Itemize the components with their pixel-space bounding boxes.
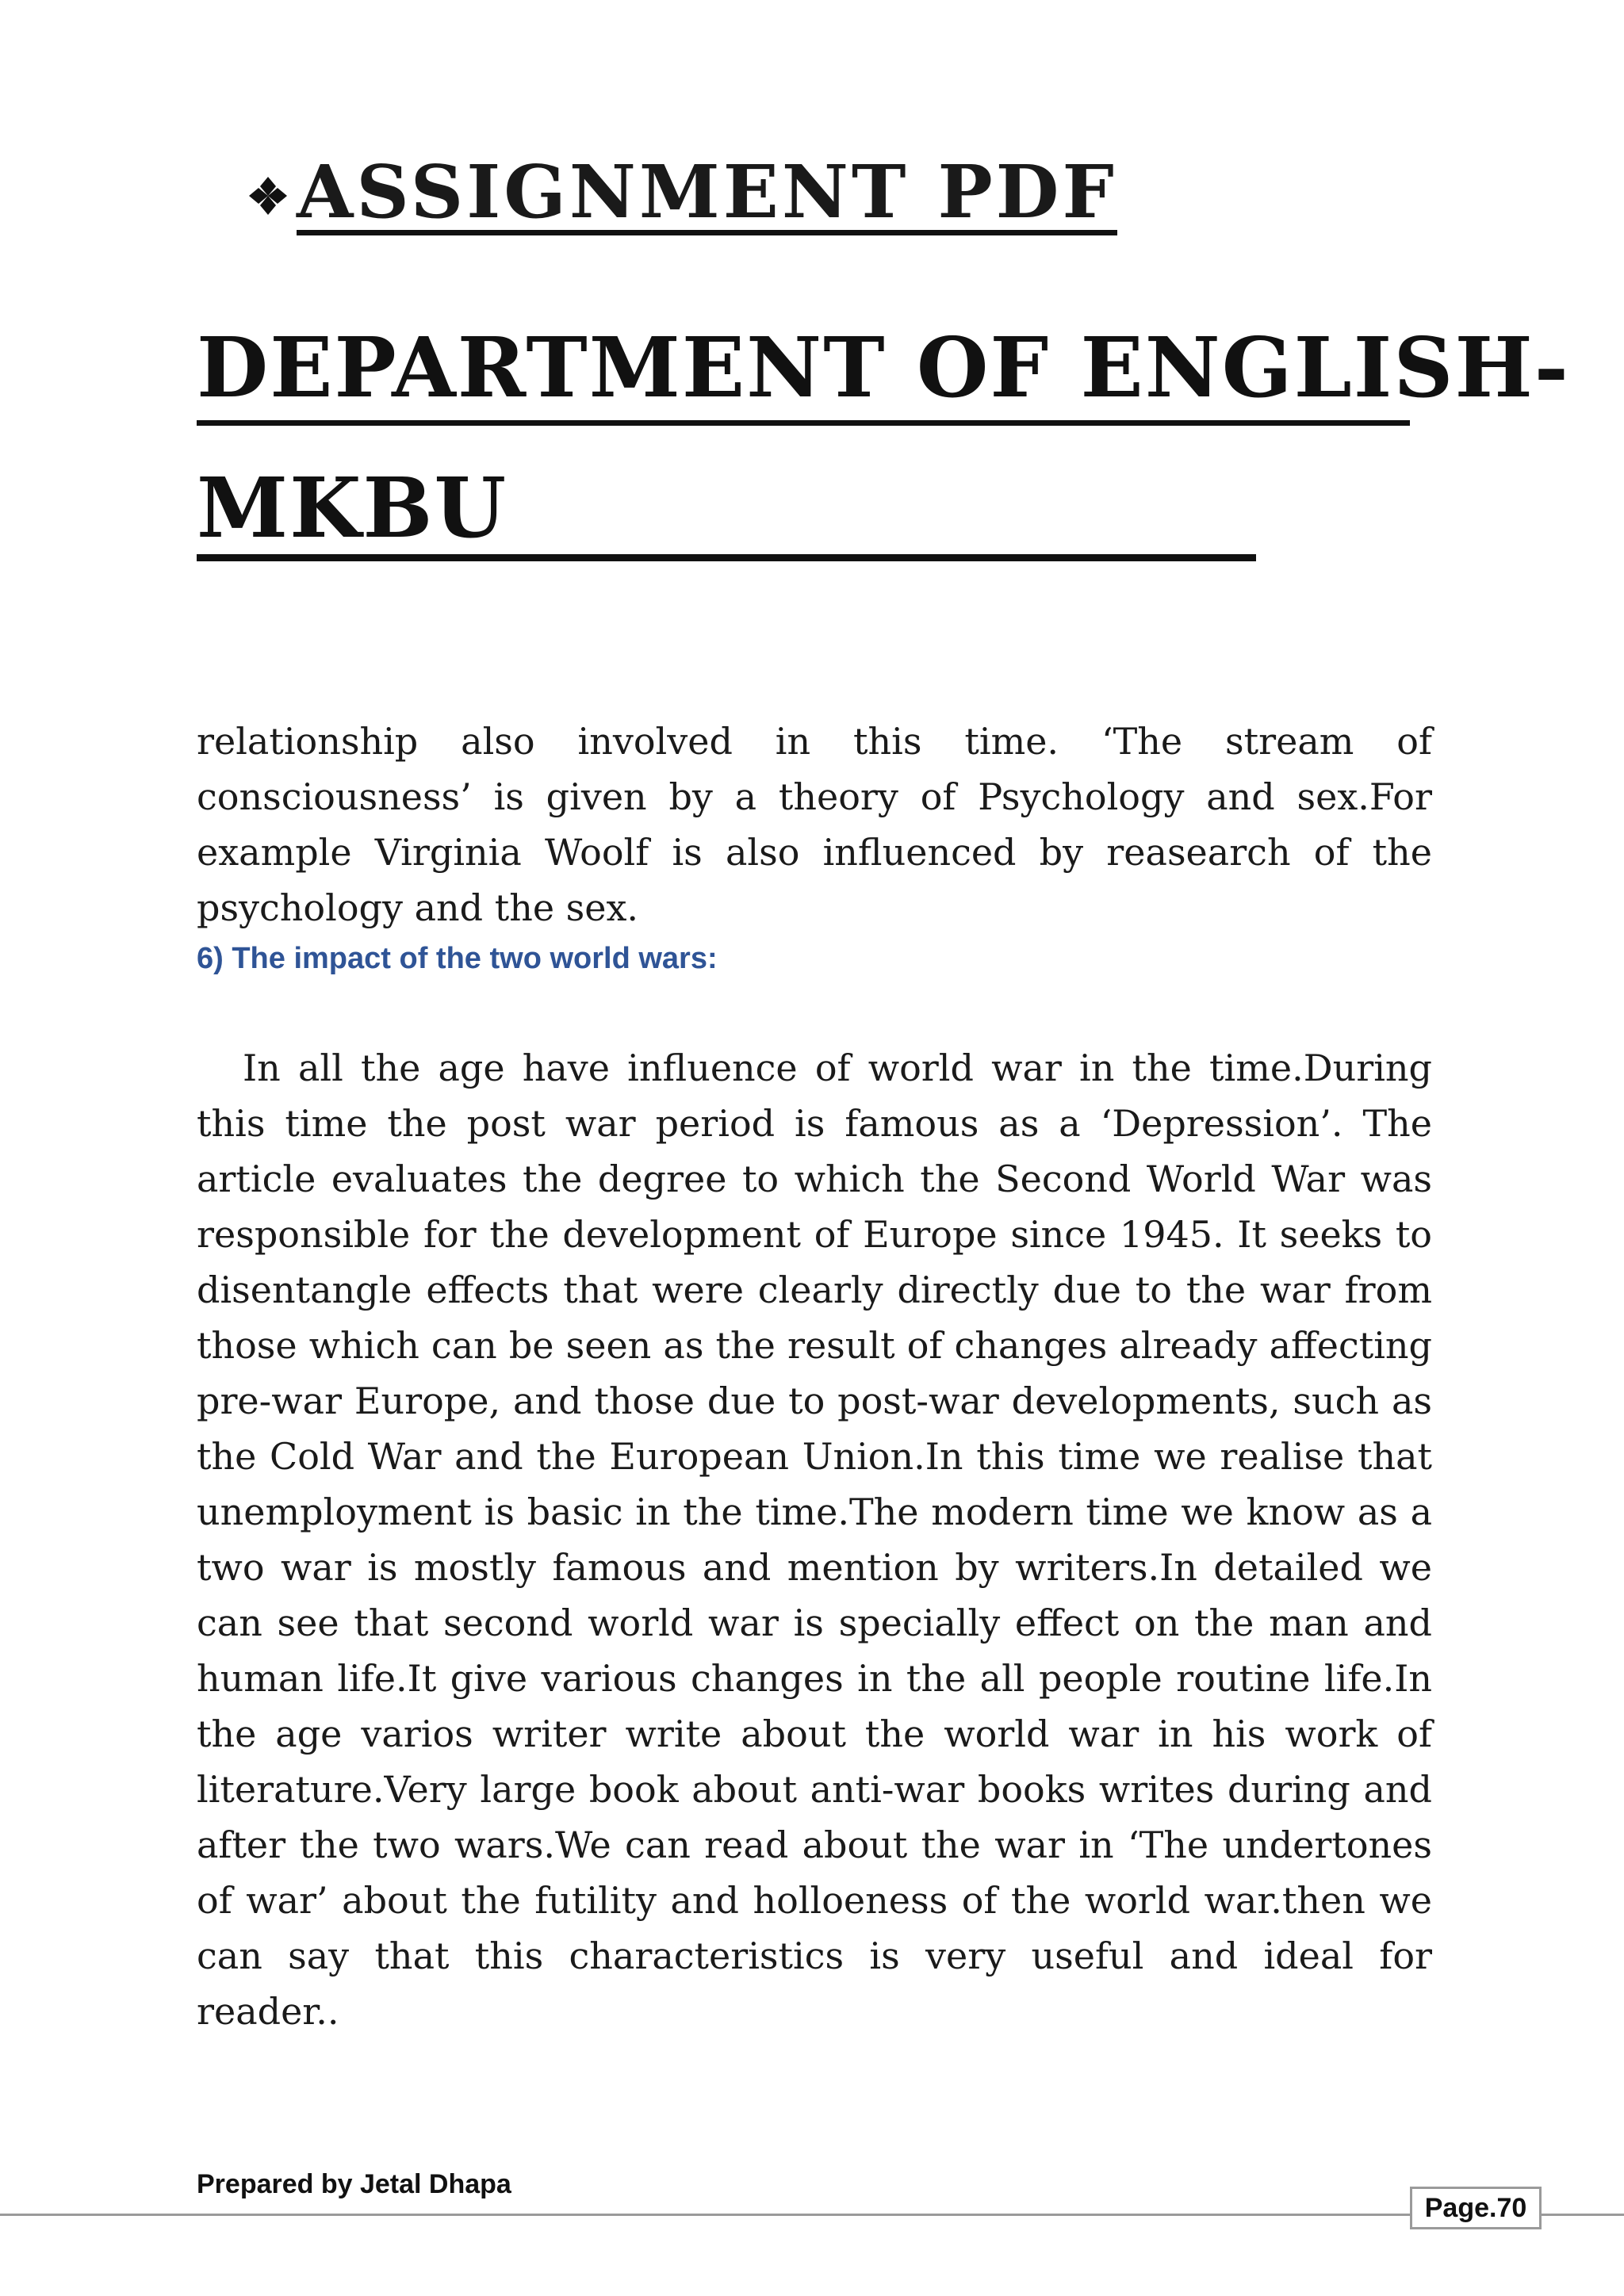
department-heading-line-2: MKBU bbox=[197, 467, 1256, 561]
department-heading bbox=[197, 319, 1570, 561]
section-heading: 6) The impact of the two world wars: bbox=[197, 942, 718, 975]
document-title: ASSIGNMENT PDF bbox=[297, 149, 1117, 235]
body-paragraph-2: In all the age have influence of world war in the time.During this time the post war period is famous as a ‘Depression’. The article evaluates the degree to which the Second World War was responsible for the development of Europe since 1945. It seeks to disentangle effects that were clearly directly due to the war from those which can be seen as the result of changes already affecting pre-war Europe, and those due to post-war developments, such as the Cold War and the European Union.In this time we realise that unemployment is basic in the time.The modern time we know as a two war is mostly famous and mention by writers.In detailed we can see that second world war is specially effect on the man and human life.It give various changes in the all people routine life.In the age varios writer write about the world war in his work of literature.Very large book about anti-war books writes during and after the two wars.We can read about the war in ‘The undertones of war’ about the futility and holloeness of the world war.then we can say that this characteristics is very useful and ideal for reader.. bbox=[197, 1047, 1432, 2033]
page-number: Page.70 bbox=[1410, 2187, 1542, 2229]
footer-author: Prepared by Jetal Dhapa bbox=[197, 2169, 511, 2199]
footer-divider bbox=[0, 2214, 1624, 2216]
department-heading-line-1: DEPARTMENT OF ENGLISH- bbox=[197, 327, 1410, 426]
document-title-row bbox=[247, 149, 1117, 235]
diamond-bullet-icon bbox=[247, 175, 289, 216]
body-paragraph-1: relationship also involved in this time. ‘The stream of consciousness’ is given by a theory of Psychology and sex.For example Virginia Woolf is also influenced by reasearch of the psychology and the sex. bbox=[197, 720, 1432, 929]
